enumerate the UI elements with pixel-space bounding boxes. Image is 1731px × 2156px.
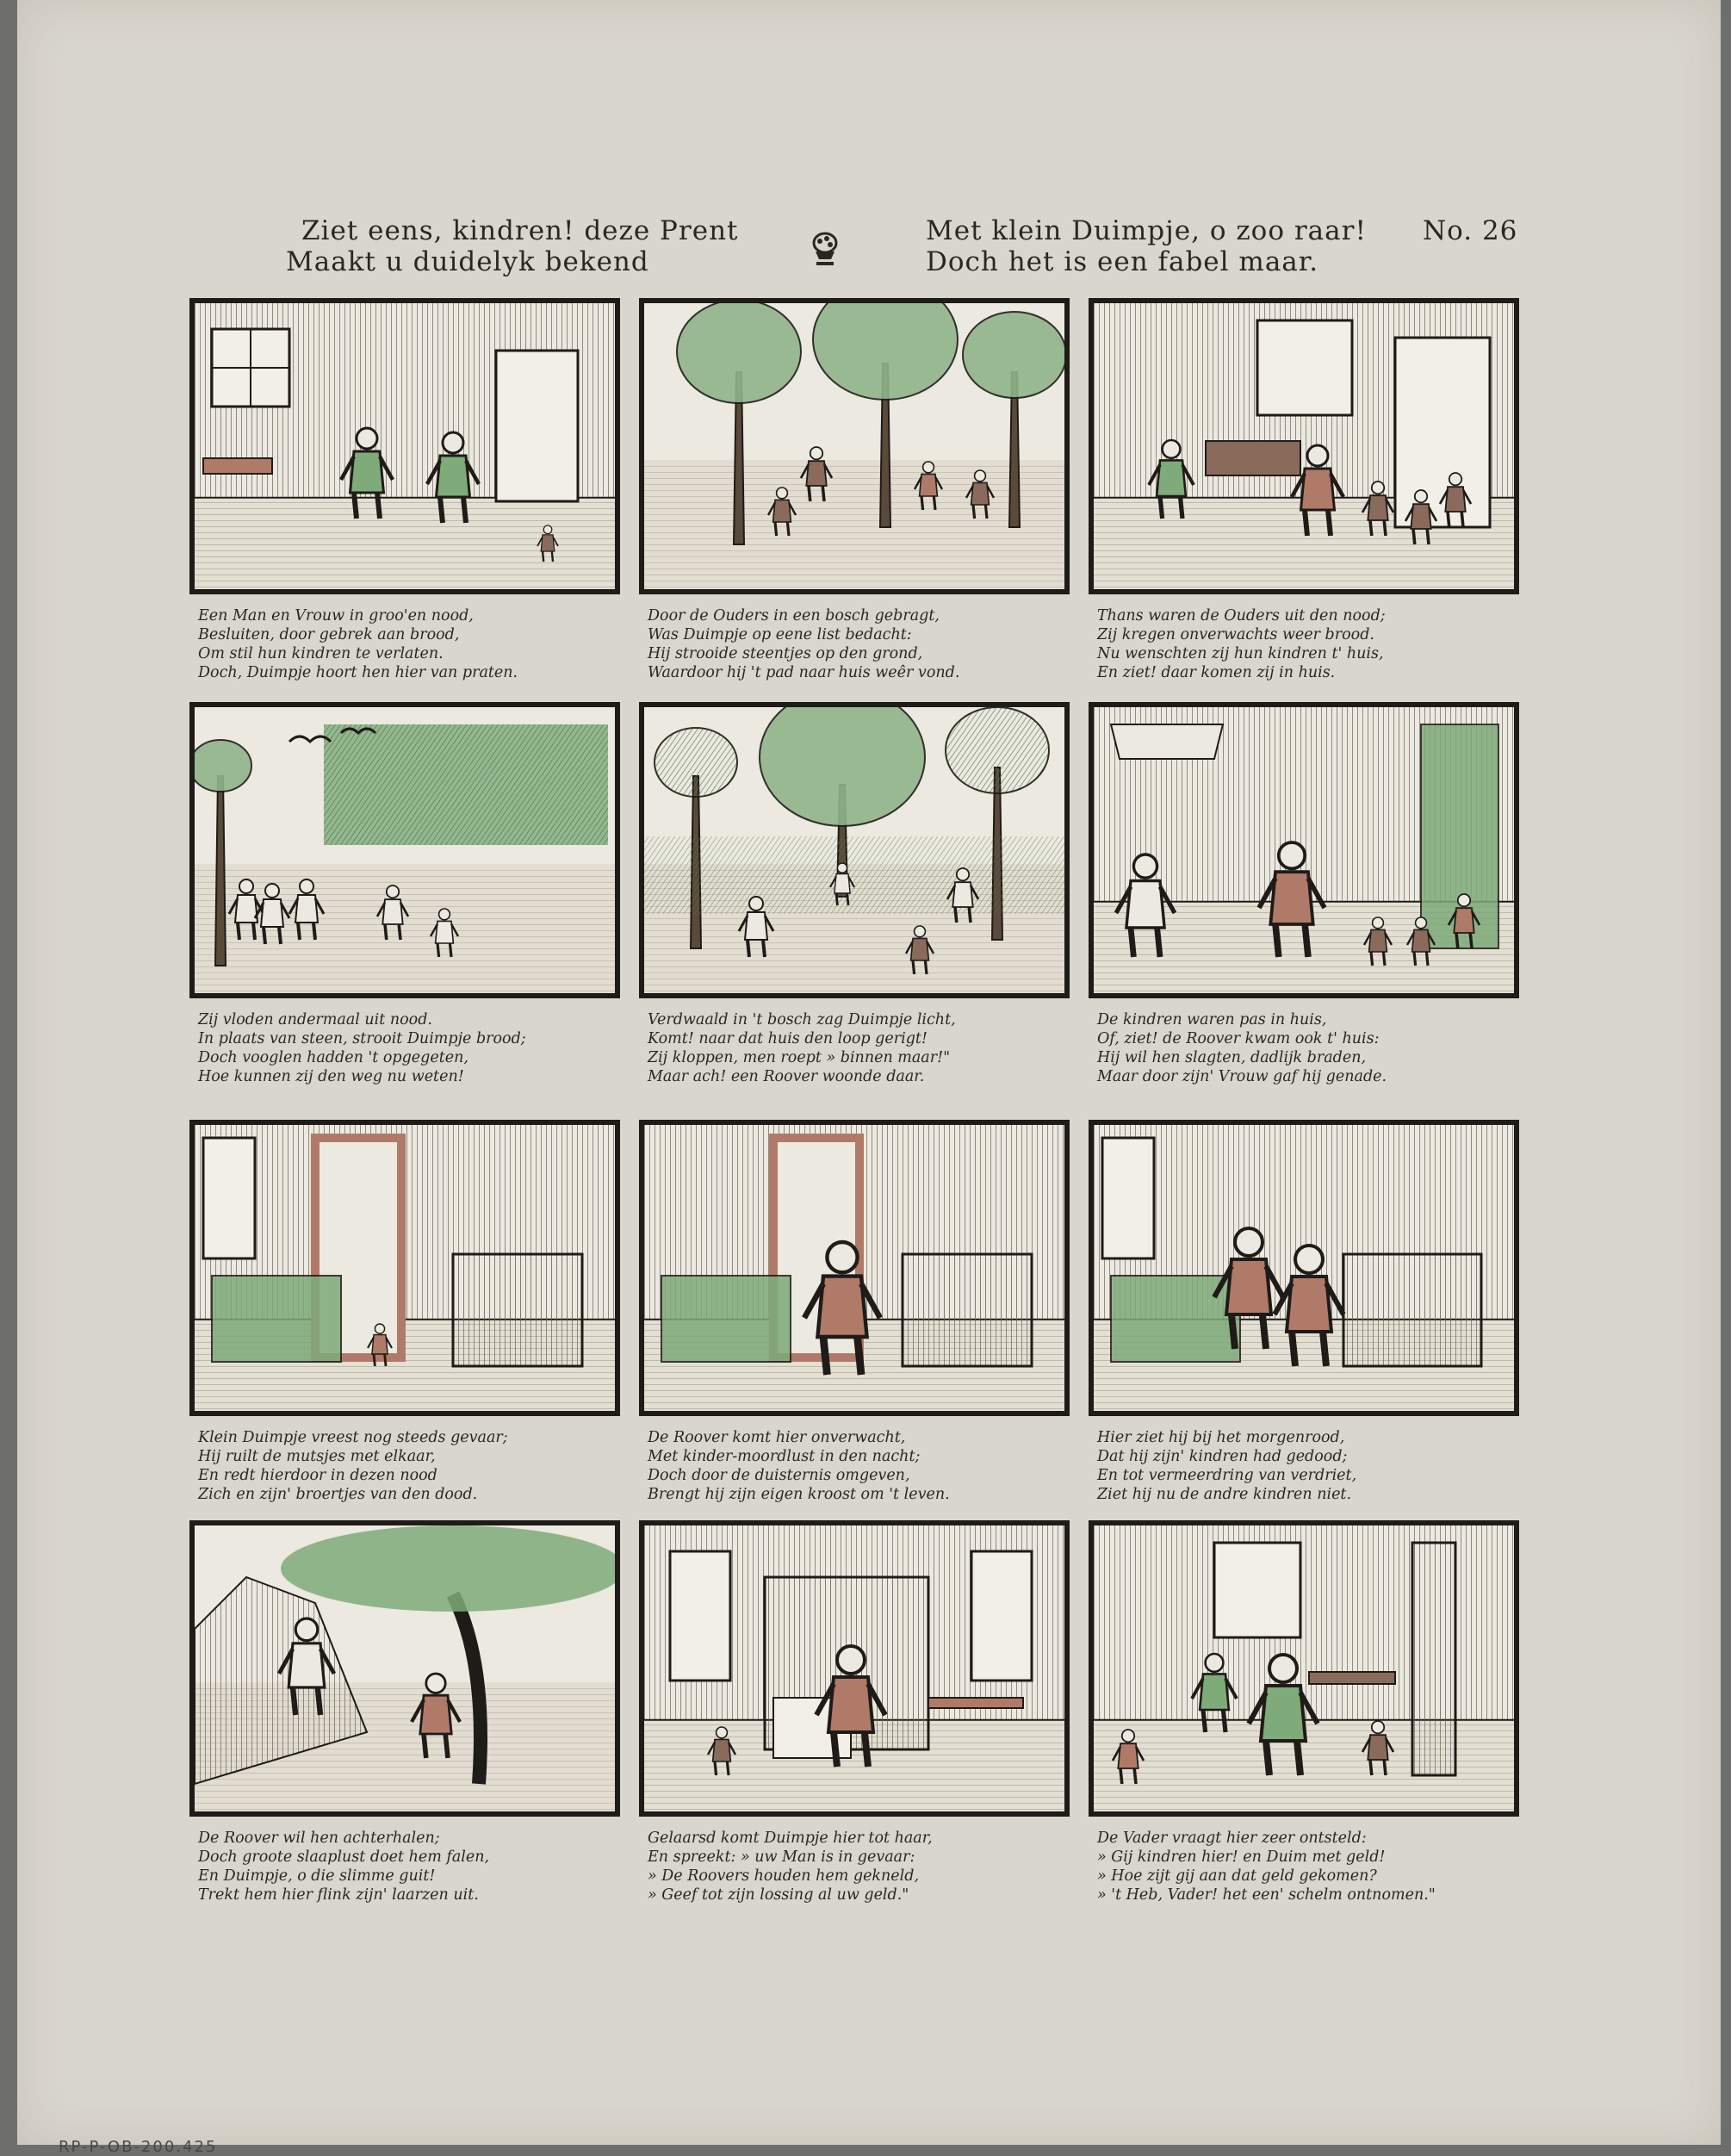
woodcut-landscape-boots	[195, 1525, 615, 1811]
verse-line: » Geef tot zijn lossing al uw geld."	[648, 1886, 909, 1904]
verse-line: Om stil hun kindren te verlaten.	[198, 645, 444, 662]
verse-line: Trekt hem hier flink zijn' laarzen uit.	[198, 1886, 479, 1904]
woodcut-illustration	[639, 702, 1070, 998]
verse-line: Hij strooide steentjes op den grond,	[648, 645, 923, 662]
woodcut-interior-roover	[1094, 707, 1514, 993]
verse-line: » Gij kindren hier! en Duim met geld!	[1097, 1848, 1386, 1866]
woodcut-illustration	[189, 1120, 620, 1416]
verse-line: De kindren waren pas in huis,	[1097, 1011, 1327, 1028]
verse-line: Hier ziet hij bij het morgenrood,	[1097, 1429, 1345, 1446]
verse-caption	[648, 1010, 956, 1086]
woodcut-illustration	[1089, 702, 1519, 998]
woodcut-bedroom-night	[644, 1125, 1064, 1411]
verse-caption	[1097, 1010, 1387, 1086]
verse-line: En ziet! daar komen zij in huis.	[1097, 664, 1336, 681]
verse-line: Ziet hij nu de andre kindren niet.	[1097, 1486, 1352, 1503]
verse-line: Zij kregen onverwachts weer brood.	[1097, 626, 1374, 643]
collection-mark: RP-P-OB-200.425	[59, 2138, 218, 2156]
verse-caption	[1097, 1829, 1436, 1904]
verse-line: Zij vloden andermaal uit nood.	[198, 1011, 432, 1028]
verse-line: Besluiten, door gebrek aan brood,	[198, 626, 460, 643]
woodcut-forest-lost	[644, 707, 1064, 993]
woodcut-road-birds	[195, 707, 615, 993]
header-left-line2: Maakt u duidelyk bekend	[286, 246, 649, 277]
verse-line: Doch groote slaaplust doet hem falen,	[198, 1848, 490, 1866]
verse-line: Nu wenschten zij hun kindren t' huis,	[1097, 645, 1384, 662]
woodcut-forest-family	[644, 303, 1064, 589]
woodcut-illustration	[189, 702, 620, 998]
woodcut-illustration	[639, 1520, 1070, 1817]
woodcut-illustration	[639, 1120, 1070, 1416]
verse-line: » 't Heb, Vader! het een' schelm ontnomen."	[1097, 1886, 1436, 1904]
woodcut-illustration	[1089, 298, 1519, 594]
verse-line: Of, ziet! de Roover kwam ook t' huis:	[1097, 1030, 1380, 1047]
verse-caption	[648, 1428, 950, 1504]
woodcut-interior-cupboard	[644, 1525, 1064, 1811]
woodcut-interior-parents	[195, 303, 615, 589]
woodcut-illustration	[1089, 1520, 1519, 1817]
woodcut-illustration	[639, 298, 1070, 594]
verse-line: Was Duimpje op eene list bedacht:	[648, 626, 912, 643]
print-number: No. 26	[1423, 215, 1518, 246]
woodcut-bedroom-morning	[1094, 1125, 1514, 1411]
verse-line: Thans waren de Ouders uit den nood;	[1097, 607, 1386, 624]
verse-line: En spreekt: » uw Man is in gevaar:	[648, 1848, 915, 1866]
woodcut-interior-father	[1094, 1525, 1514, 1811]
verse-line: En redt hierdoor in dezen nood	[198, 1467, 437, 1484]
verse-line: In plaats van steen, strooit Duimpje brood;	[198, 1030, 526, 1047]
verse-line: De Roover komt hier onverwacht,	[648, 1429, 906, 1446]
verse-line: Doch vooglen hadden 't opgegeten,	[198, 1049, 468, 1066]
header-right-line2: Doch het is een fabel maar.	[926, 246, 1319, 277]
verse-caption	[1097, 606, 1386, 682]
verse-line: Zich en zijn' broertjes van den dood.	[198, 1486, 478, 1503]
woodcut-illustration	[1089, 1120, 1519, 1416]
verse-line: Zij kloppen, men roept » binnen maar!"	[648, 1049, 951, 1066]
verse-line: Hij wil hen slagten, dadlijk braden,	[1097, 1049, 1367, 1066]
basket-of-flowers-icon	[808, 231, 842, 267]
verse-line: Maar door zijn' Vrouw gaf hij genade.	[1097, 1068, 1387, 1085]
verse-line: Met kinder-moordlust in den nacht;	[648, 1448, 921, 1465]
header-left-line1: Ziet eens, kindren! deze Prent	[301, 215, 739, 246]
verse-line: » De Roovers houden hem gekneld,	[648, 1867, 920, 1885]
verse-line: Komt! naar dat huis den loop gerigt!	[648, 1030, 928, 1047]
verse-line: De Vader vraagt hier zeer ontsteld:	[1097, 1830, 1367, 1847]
verse-line: Brengt hij zijn eigen kroost om 't leven.	[648, 1486, 950, 1503]
header-right-line1: Met klein Duimpje, o zoo raar!	[926, 215, 1367, 246]
verse-line: Maar ach! een Roover woonde daar.	[648, 1068, 925, 1085]
verse-line: Klein Duimpje vreest nog steeds gevaar;	[198, 1429, 508, 1446]
verse-line: Gelaarsd komt Duimpje hier tot haar,	[648, 1830, 933, 1847]
woodcut-illustration	[189, 298, 620, 594]
verse-line: Doch door de duisternis omgeven,	[648, 1467, 910, 1484]
verse-caption	[198, 606, 518, 682]
header	[17, 215, 1721, 293]
verse-line: » Hoe zijt gij aan dat geld gekomen?	[1097, 1867, 1377, 1885]
verse-line: Hij ruilt de mutsjes met elkaar,	[198, 1448, 436, 1465]
verse-caption	[198, 1428, 508, 1504]
verse-line: Een Man en Vrouw in groo'en nood,	[198, 607, 474, 624]
woodcut-illustration	[189, 1520, 620, 1817]
woodcut-interior-return	[1094, 303, 1514, 589]
woodcut-bedroom-swap	[195, 1125, 615, 1411]
verse-line: Hoe kunnen zij den weg nu weten!	[198, 1068, 464, 1085]
verse-line: En Duimpje, o die slimme guit!	[198, 1867, 436, 1885]
verse-line: Doch, Duimpje hoort hen hier van praten.	[198, 664, 518, 681]
verse-caption	[648, 606, 959, 682]
verse-caption	[648, 1829, 933, 1904]
verse-line: Waardoor hij 't pad naar huis weêr vond.	[648, 664, 960, 681]
print-sheet	[17, 0, 1721, 2156]
verse-line: Door de Ouders in een bosch gebragt,	[648, 607, 940, 624]
verse-caption	[198, 1010, 526, 1086]
verse-caption	[1097, 1428, 1356, 1504]
verse-line: En tot vermeerdring van verdriet,	[1097, 1467, 1357, 1484]
verse-caption	[198, 1829, 489, 1904]
verse-line: Dat hij zijn' kindren had gedood;	[1097, 1448, 1348, 1465]
verse-line: De Roover wil hen achterhalen;	[198, 1830, 440, 1847]
verse-line: Verdwaald in 't bosch zag Duimpje licht,	[648, 1011, 956, 1028]
